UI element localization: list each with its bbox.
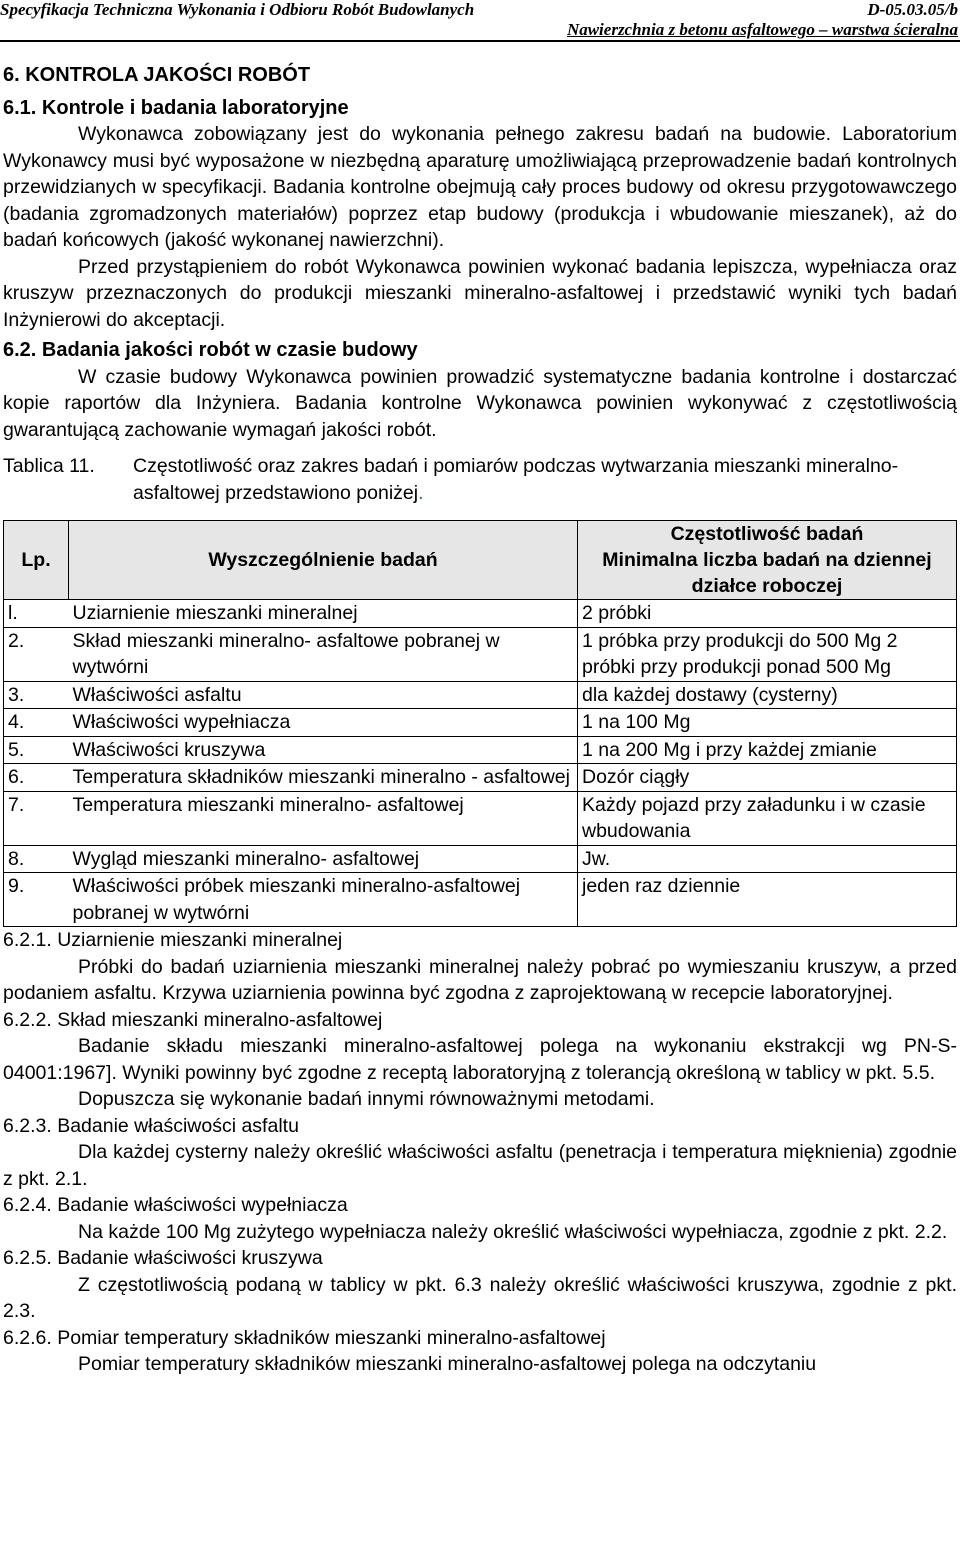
table-row bbox=[4, 681, 957, 709]
paragraph: Na każde 100 Mg zużytego wypełniacza należy określić właściwości wypełniacza, zgodnie z pkt. 2.2. bbox=[78, 1220, 948, 1243]
table-row bbox=[4, 845, 957, 873]
cell-lp: l. bbox=[4, 600, 69, 628]
table-row bbox=[4, 873, 957, 927]
table-caption bbox=[3, 453, 957, 506]
spec-subtitle: Nawierzchnia z betonu asfaltowego – warstwa ścieralna bbox=[566, 20, 958, 39]
subsection-heading: 6.2.6. Pomiar temperatury składników mieszanki mineralno-asfaltowej bbox=[3, 1326, 606, 1349]
subsection-heading: 6.2.3. Badanie właściwości asfaltu bbox=[3, 1114, 299, 1137]
cell-lp: 9. bbox=[4, 873, 69, 927]
paragraph: Dopuszcza się wykonanie badań innymi równoważnymi metodami. bbox=[78, 1088, 655, 1110]
paragraph: Pomiar temperatury składników mieszanki mineralno-asfaltowej polega na odczytaniu bbox=[78, 1353, 817, 1375]
cell-frequency: 1 na 100 Mg bbox=[578, 709, 957, 737]
cell-lp: 2. bbox=[4, 627, 69, 681]
header-frequency-line1: Częstotliwość badań bbox=[670, 523, 864, 545]
paragraph: Dla każdej cysterny należy określić właściwości asfaltu (penetracja i temperatura mięknienia) zgodnie z pkt. 2.1. bbox=[3, 1141, 957, 1190]
subsection-heading: 6.2.5. Badanie właściwości kruszywa bbox=[3, 1247, 323, 1269]
cell-item: Właściwości kruszywa bbox=[69, 736, 578, 764]
paragraph: Wykonawca zobowiązany jest do wykonania pełnego zakresu badań na budowie. Laboratorium Wykonawcy musi być wyposażone w niezbędną aparaturę umożliwiającą przeprowadzenie badań kontrolnych przewidzianych w specyfikacji. Badania kontrolne obejmują cały proces budowy od okresu przygotowawczego (badania zgromadzonych materiałów) poprzez etap budowy (produkcja i wbudowanie mieszanek), aż do badań końcowych (jakość wykonanej nawierzchni). bbox=[3, 123, 957, 251]
table-header-row bbox=[4, 521, 957, 600]
cell-item: Skład mieszanki mineralno- asfaltowe pobranej w wytwórni bbox=[69, 627, 578, 681]
table-row bbox=[4, 627, 957, 681]
cell-item: Wygląd mieszanki mineralno- asfaltowej bbox=[69, 845, 578, 873]
header-frequency-line2: Minimalna liczba badań na dziennej działce roboczej bbox=[602, 549, 932, 597]
table-caption-label: Tablica 11. bbox=[3, 455, 95, 477]
cell-item: Temperatura składników mieszanki mineralno - asfaltowej bbox=[69, 764, 578, 792]
header-rule bbox=[0, 40, 960, 42]
table-row bbox=[4, 764, 957, 792]
cell-frequency: dla każdej dostawy (cysterny) bbox=[578, 681, 957, 709]
table-caption-dot: . bbox=[418, 481, 424, 504]
header-frequency bbox=[578, 521, 957, 600]
cell-lp: 8. bbox=[4, 845, 69, 873]
cell-frequency: 2 próbki bbox=[578, 600, 957, 628]
paragraph: Przed przystąpieniem do robót Wykonawca powinien wykonać badania lepiszcza, wypełniacza oraz kruszyw przeznaczonych do produkcji mieszanki mineralno-asfaltowej i przedstawić wyniki tych badań Inżynierowi do akceptacji. bbox=[3, 255, 957, 331]
cell-item: Temperatura mieszanki mineralno- asfaltowej bbox=[69, 791, 578, 845]
cell-lp: 3. bbox=[4, 681, 69, 709]
test-frequency-table bbox=[3, 520, 957, 927]
cell-lp: 4. bbox=[4, 709, 69, 737]
cell-lp: 5. bbox=[4, 736, 69, 764]
cell-frequency: Dozór ciągły bbox=[578, 764, 957, 792]
cell-frequency: 1 na 200 Mg i przy każdej zmianie bbox=[578, 736, 957, 764]
cell-item: Właściwości próbek mieszanki mineralno-asfaltowej pobranej w wytwórni bbox=[69, 873, 578, 927]
table-caption-text-wrap bbox=[133, 453, 957, 506]
cell-frequency: jeden raz dziennie bbox=[578, 873, 957, 927]
paragraph: Z częstotliwością podaną w tablicy w pkt. 6.3 należy określić właściwości kruszywa, zgodnie z pkt. 2.3. bbox=[3, 1273, 957, 1322]
table-row bbox=[4, 709, 957, 737]
subsection-heading: 6.2.2. Skład mieszanki mineralno-asfaltowej bbox=[3, 1008, 383, 1031]
section-title: 6. KONTROLA JAKOŚCI ROBÓT bbox=[3, 64, 311, 86]
table-row bbox=[4, 736, 957, 764]
table-row bbox=[4, 600, 957, 628]
paragraph: W czasie budowy Wykonawca powinien prowadzić systematyczne badania kontrolne i dostarczać kopie raportów dla Inżyniera. Badania kontrolne Wykonawca powinien wykonywać z częstotliwością gwarantującą zachowanie wymagań jakości robót. bbox=[3, 365, 957, 441]
paragraph: Badanie składu mieszanki mineralno-asfaltowej polega na wykonaniu ekstrakcji wg PN-S-04001:1967]. Wyniki powinny być zgodne z receptą laboratoryjną z tolerancją określoną w tablicy w pkt. 5.5. bbox=[3, 1035, 957, 1084]
cell-lp: 6. bbox=[4, 764, 69, 792]
header-item: Wyszczególnienie badań bbox=[69, 521, 578, 600]
subsection-heading: 6.2.1. Uziarnienie mieszanki mineralnej bbox=[3, 929, 343, 951]
paragraph: Próbki do badań uziarnienia mieszanki mineralnej należy pobrać po wymieszaniu kruszyw, a przed podaniem asfaltu. Krzywa uziarnienia powinna być zgodna z zaprojektowaną w recepcie laboratoryjnej. bbox=[3, 955, 957, 1004]
cell-frequency: Każdy pojazd przy załadunku i w czasie wbudowania bbox=[578, 791, 957, 845]
table-row bbox=[4, 791, 957, 845]
cell-item: Właściwości wypełniacza bbox=[69, 709, 578, 737]
cell-lp: 7. bbox=[4, 791, 69, 845]
page-header bbox=[0, 0, 960, 42]
subsection-heading: 6.2.4. Badanie właściwości wypełniacza bbox=[3, 1194, 348, 1216]
subsection-title: 6.2. Badania jakości robót w czasie budowy bbox=[3, 339, 418, 361]
subsection-title: 6.1. Kontrole i badania laboratoryjne bbox=[3, 96, 349, 119]
document-body bbox=[3, 62, 957, 1378]
table-caption-text: Częstotliwość oraz zakres badań i pomiarów podczas wytwarzania mieszanki mineralno-asfaltowej przedstawiono poniżej bbox=[133, 455, 899, 504]
header-lp: Lp. bbox=[4, 521, 69, 600]
cell-frequency: Jw. bbox=[578, 845, 957, 873]
spec-code: D-05.03.05/b bbox=[867, 0, 958, 19]
cell-item: Właściwości asfaltu bbox=[69, 681, 578, 709]
spec-title: Specyfikacja Techniczna Wykonania i Odbioru Robót Budowlanych bbox=[0, 0, 475, 19]
cell-frequency: 1 próbka przy produkcji do 500 Mg 2 próbki przy produkcji ponad 500 Mg bbox=[578, 627, 957, 681]
cell-item: Uziarnienie mieszanki mineralnej bbox=[69, 600, 578, 628]
